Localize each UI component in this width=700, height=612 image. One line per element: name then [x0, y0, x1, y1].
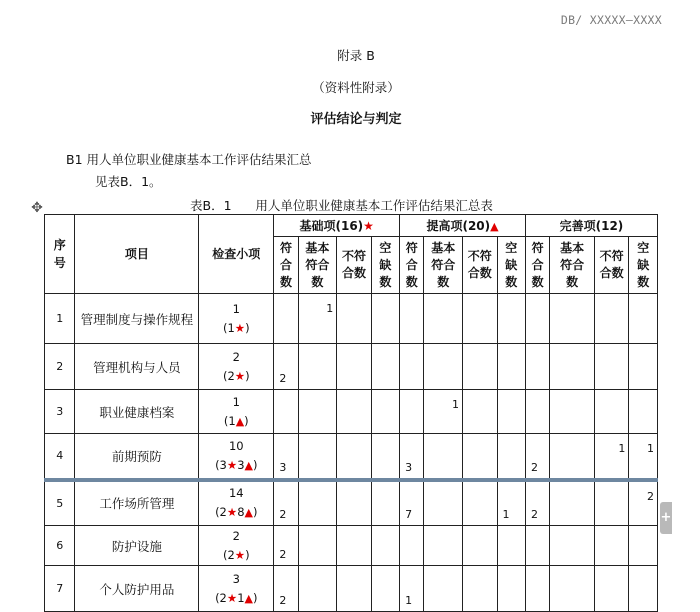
cell-text: 2 [232, 528, 240, 543]
cell-text: 2 [530, 460, 538, 474]
table-cell [199, 480, 274, 526]
cell-text: 1 [405, 594, 413, 607]
cell-text: 空缺数 [505, 240, 518, 289]
cell-text: 2 [279, 594, 287, 607]
table-cell [298, 390, 337, 434]
cell-text: (2 [222, 368, 235, 383]
table-cell: 防护设施 [75, 526, 199, 566]
table-cell [463, 390, 498, 434]
table-row [45, 480, 658, 526]
cell-text: 不符合数 [467, 249, 492, 280]
cell-text: (3 [215, 457, 227, 472]
sub-header-nonconform [463, 237, 498, 294]
table-cell [274, 344, 298, 390]
appendix-heading: 评估结论与判定 [310, 112, 402, 127]
cell-text: 1 [647, 442, 654, 455]
table-cell [629, 526, 658, 566]
table-cell [629, 434, 658, 480]
cell-text: (1 [222, 320, 235, 335]
table-cell [371, 526, 399, 566]
star-icon: ★ [226, 590, 238, 605]
cell-text: 空缺数 [379, 240, 392, 289]
cell-text: 基本符合数 [431, 240, 456, 289]
evaluation-summary-table [44, 214, 658, 612]
table-cell [199, 390, 274, 434]
table-cell [525, 566, 549, 612]
table-cell: 3 [45, 390, 75, 434]
table-cell: 职业健康档案 [75, 390, 199, 434]
cell-text: ) [245, 547, 250, 562]
table-row [45, 434, 658, 480]
table-cell [298, 344, 337, 390]
sub-header-basic-conform [424, 237, 463, 294]
table-cell [424, 480, 463, 526]
table-cell [497, 480, 525, 526]
table-row [45, 566, 658, 612]
table-cell [400, 480, 424, 526]
table-cell [199, 344, 274, 390]
table-cell [525, 344, 549, 390]
table-row [45, 390, 658, 434]
cell-text: 不符合数 [599, 249, 624, 280]
sub-header-nonconform [337, 237, 372, 294]
cell-text: 1 [452, 398, 460, 411]
side-expand-tab[interactable]: + [660, 502, 672, 534]
table-cell: 4 [45, 434, 75, 480]
table-cell [629, 566, 658, 612]
star-icon: ★ [234, 320, 246, 335]
appendix-title: 附录 B [337, 48, 375, 63]
table-cell [497, 294, 525, 344]
cell-text: 2 [279, 548, 287, 561]
cell-text: 1 [502, 508, 510, 521]
col-header-seq [45, 215, 75, 294]
table-cell [463, 526, 498, 566]
table-cell [525, 294, 549, 344]
table-row [45, 344, 658, 390]
table-cell [497, 526, 525, 566]
table-cell: 个人防护用品 [75, 566, 199, 612]
table-cell [463, 480, 498, 526]
sub-header-conform [400, 237, 424, 294]
sub-header-basic-conform [298, 237, 337, 294]
table-cell [525, 526, 549, 566]
cell-text: 1 [232, 394, 240, 409]
table-cell [594, 566, 629, 612]
table-cell: 工作场所管理 [75, 480, 199, 526]
sub-header-conform [274, 237, 298, 294]
table-cell [274, 480, 298, 526]
table-cell [400, 344, 424, 390]
cell-text: ) [252, 505, 258, 520]
cell-text: 8 [237, 505, 245, 520]
table-cell [400, 390, 424, 434]
cell-text: (2 [215, 590, 227, 605]
cell-text: 1 [618, 442, 626, 455]
col-header-item: 项目 [75, 215, 199, 294]
cell-text: 不符合数 [341, 249, 366, 280]
table-cell [550, 344, 595, 390]
table-cell [400, 434, 424, 480]
cell-text: 基础项(16) [299, 219, 364, 233]
table-cell: 管理机构与人员 [75, 344, 199, 390]
table-cell [199, 566, 274, 612]
cell-text: 序号 [53, 238, 66, 270]
table-cell [463, 344, 498, 390]
table-cell [629, 390, 658, 434]
table-cell [594, 344, 629, 390]
cell-text: 14 [228, 486, 244, 501]
cell-text: ) [252, 590, 258, 605]
cell-text: (1 [223, 413, 236, 428]
table-cell [298, 566, 337, 612]
cell-text: 2 [279, 372, 287, 385]
table-cell [274, 390, 298, 434]
table-row [45, 294, 658, 344]
table-cell [629, 294, 658, 344]
table-cell [400, 566, 424, 612]
col-header-check: 检查小项 [199, 215, 274, 294]
star-icon: ★ [226, 505, 238, 520]
table-cell [337, 480, 372, 526]
sub-header-missing [497, 237, 525, 294]
table-cell [199, 434, 274, 480]
table-cell [550, 480, 595, 526]
table-cell [298, 434, 337, 480]
table-caption: 表B．1 用人单位职业健康基本工作评估结果汇总表 [190, 198, 493, 213]
table-cell: 2 [45, 344, 75, 390]
table-cell [274, 294, 298, 344]
table-cell [274, 566, 298, 612]
table-cell [550, 526, 595, 566]
table-cell [337, 526, 372, 566]
cell-text: 符合数 [279, 240, 292, 289]
cell-text: 7 [405, 508, 413, 521]
cell-text: 2 [530, 508, 538, 521]
table-cell [274, 526, 298, 566]
sub-header-nonconform [594, 237, 629, 294]
table-cell [629, 344, 658, 390]
cell-text: 2 [232, 349, 240, 364]
sub-header-missing [371, 237, 399, 294]
table-cell [550, 434, 595, 480]
cell-text: 提高项(20) [426, 219, 491, 233]
table-cell [337, 566, 372, 612]
table-cell [371, 294, 399, 344]
cell-text: 3 [279, 460, 287, 474]
row-check [199, 294, 274, 344]
triangle-icon: ▲ [244, 591, 253, 605]
table-cell [594, 526, 629, 566]
table-cell [594, 294, 629, 344]
table-cell [525, 390, 549, 434]
triangle-icon: ▲ [235, 414, 245, 428]
cell-text: 10 [228, 438, 244, 453]
sub-header-basic-conform [550, 237, 595, 294]
sub-header-conform [525, 237, 549, 294]
table-cell [550, 390, 595, 434]
triangle-icon: ▲ [244, 506, 253, 520]
table-cell [497, 566, 525, 612]
row-seq: 1 [45, 294, 75, 344]
cell-text: 1 [326, 302, 334, 315]
cell-text: 空缺数 [637, 240, 650, 289]
table-cell [274, 434, 298, 480]
table-cell [424, 294, 463, 344]
cell-text: 基本符合数 [305, 240, 330, 289]
table-cell [199, 526, 274, 566]
table-cell: 6 [45, 526, 75, 566]
cell-text: 3 [232, 571, 240, 586]
group-header-perfect: 完善项(12) [525, 215, 657, 237]
star-icon: ★ [234, 547, 246, 562]
table-move-handle-icon[interactable]: ✥ [31, 200, 43, 216]
cell-text: ) [252, 457, 258, 472]
table-cell [497, 434, 525, 480]
table-cell [463, 294, 498, 344]
cell-text: (2 [215, 505, 227, 520]
table-cell [298, 294, 337, 344]
table-cell [424, 390, 463, 434]
table-cell: 7 [45, 566, 75, 612]
group-header-improve [400, 215, 526, 237]
table-cell [463, 566, 498, 612]
sub-header-missing [629, 237, 658, 294]
section-heading: B1 用人单位职业健康基本工作评估结果汇总 [66, 152, 312, 167]
table-cell [424, 526, 463, 566]
table-cell [550, 294, 595, 344]
see-table-text: 见表B．1。 [95, 174, 162, 189]
cell-text: 基本符合数 [560, 240, 585, 289]
table-cell [298, 480, 337, 526]
table-cell [371, 480, 399, 526]
star-icon: ★ [226, 457, 238, 472]
cell-text: ) [244, 413, 249, 428]
table-cell [371, 434, 399, 480]
cell-text: 符合数 [531, 240, 544, 289]
table-cell: 5 [45, 480, 75, 526]
table-cell [550, 566, 595, 612]
cell-text: (2 [222, 547, 235, 562]
table-cell [594, 480, 629, 526]
table-cell [424, 566, 463, 612]
table-cell [497, 390, 525, 434]
table-cell [594, 434, 629, 480]
table-cell [371, 566, 399, 612]
table-cell [298, 526, 337, 566]
table-cell [463, 434, 498, 480]
table-cell [400, 526, 424, 566]
triangle-icon: ▲ [490, 220, 499, 233]
table-cell [371, 344, 399, 390]
table-row [45, 526, 658, 566]
document-code: DB/ XXXXX—XXXX [560, 13, 662, 27]
cell-text: 3 [405, 460, 413, 474]
cell-text: 2 [279, 508, 287, 521]
table-cell [525, 434, 549, 480]
cell-text: 符合数 [405, 240, 418, 289]
cell-text: 1 [232, 301, 240, 316]
triangle-icon: ▲ [244, 458, 253, 472]
star-icon: ★ [363, 219, 374, 233]
table-cell [337, 294, 372, 344]
row-item: 管理制度与操作规程 [75, 294, 199, 344]
cell-text: 1 [237, 590, 245, 605]
table-cell [424, 344, 463, 390]
table-cell [497, 344, 525, 390]
cell-text: ) [245, 320, 250, 335]
table-cell [400, 294, 424, 344]
table-cell [424, 434, 463, 480]
cell-text: ) [245, 368, 250, 383]
table-cell [337, 434, 372, 480]
cell-text: 2 [647, 489, 654, 503]
table-cell [337, 390, 372, 434]
appendix-nature: （资料性附录） [312, 80, 400, 95]
group-header-basic [274, 215, 400, 237]
table-cell [629, 480, 658, 526]
star-icon: ★ [234, 368, 246, 383]
table-cell: 前期预防 [75, 434, 199, 480]
table-cell [337, 344, 372, 390]
table-cell [525, 480, 549, 526]
cell-text: 3 [237, 457, 245, 472]
table-cell [371, 390, 399, 434]
table-cell [594, 390, 629, 434]
